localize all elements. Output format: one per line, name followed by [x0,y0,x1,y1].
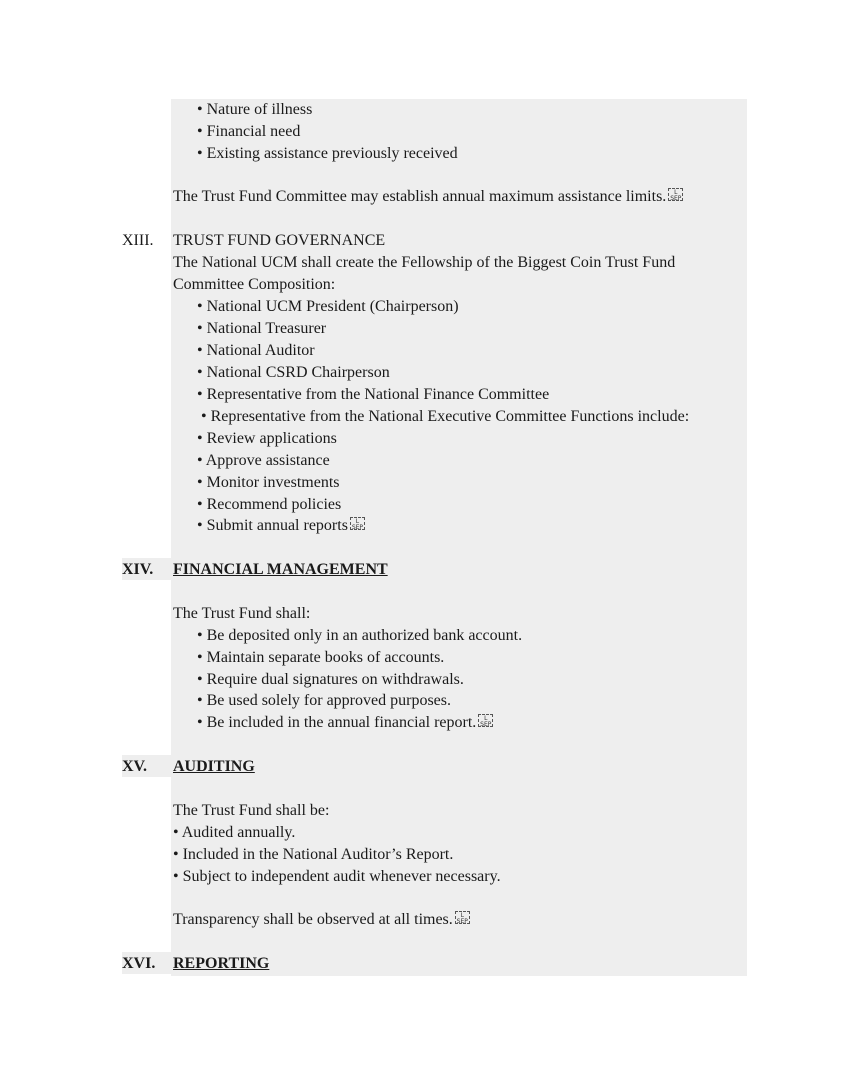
list-item: • Subject to independent audit whenever necessary. [173,868,501,885]
list-item: • Representative from the National Executive Committee Functions include: [201,408,690,425]
section-title: REPORTING [173,955,270,972]
paragraph: Transparency shall be observed at all times. L SEP [173,911,468,928]
list-item: • Submit annual reports L SEP [197,517,364,534]
paragraph: The National UCM shall create the Fellowship of the Biggest Coin Trust Fund [173,254,676,271]
list-item: • Review applications [197,430,337,447]
section-title: TRUST FUND GOVERNANCE [173,232,386,249]
list-item: • Be used solely for approved purposes. [197,692,451,709]
list-item: • Approve assistance [197,452,330,469]
section-number: XVI. [122,955,156,972]
section-number: XV. [122,758,148,775]
section-number: XIV. [122,561,154,578]
separator-glyph: L SEP [351,518,364,531]
list-item: • National CSRD Chairperson [197,364,390,381]
list-item: • Be included in the annual financial report. L SEP [197,714,492,731]
list-item: • Require dual signatures on withdrawals. [197,671,464,688]
list-item: • Nature of illness [197,101,313,118]
list-item: • Monitor investments [197,474,340,491]
list-item: • Maintain separate books of accounts. [197,649,445,666]
separator-glyph: L SEP [480,715,492,728]
list-item: • Audited annually. [173,824,296,841]
list-item: • Recommend policies [197,496,342,513]
section-title: AUDITING [173,758,255,775]
paragraph: The Trust Fund shall be: [173,802,330,819]
list-item: • Financial need [197,123,301,140]
paragraph: Committee Composition: [173,276,336,293]
paragraph: The Trust Fund Committee may establish annual maximum assistance limits. L SEP [173,188,682,205]
list-item: • National UCM President (Chairperson) [197,298,459,315]
list-item: • National Treasurer [197,320,327,337]
separator-glyph: L SEP [456,912,468,925]
list-item: • Included in the National Auditor’s Report. [173,846,454,863]
list-item: • Representative from the National Finance Committee [197,386,550,403]
list-item: • Existing assistance previously received [197,145,458,162]
list-item: • National Auditor [197,342,315,359]
section-number: XIII. [122,232,154,249]
list-item: • Be deposited only in an authorized bank account. [197,627,523,644]
paragraph: The Trust Fund shall: [173,605,311,622]
section-title: FINANCIAL MANAGEMENT [173,561,388,578]
separator-glyph: L SEP [670,189,682,202]
